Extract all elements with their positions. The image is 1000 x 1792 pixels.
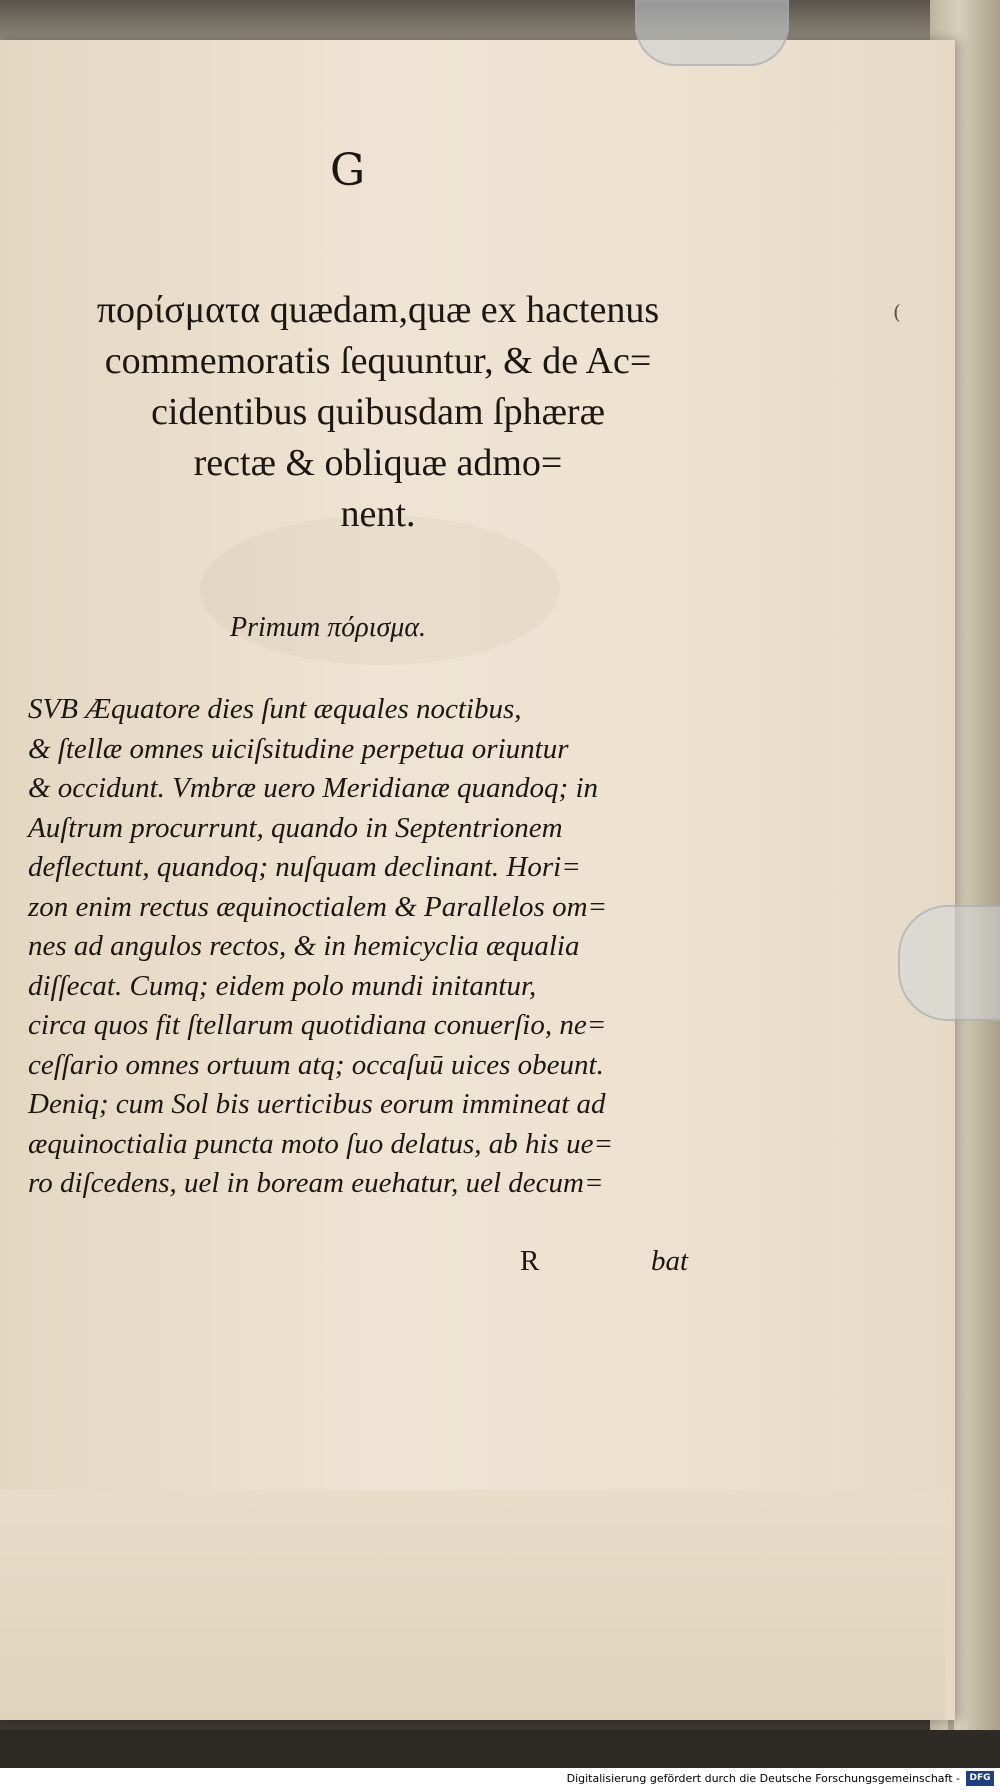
digitization-credit: Digitalisierung gefördert durch die Deutsche Forschungsgemeinschaft -: [566, 1772, 960, 1785]
page-clip-top: [635, 0, 789, 66]
heading-line: commemoratis ſequuntur, & de Ac=: [104, 340, 652, 382]
signature-mark: R: [520, 1245, 540, 1277]
heading-line: rectæ & obliquæ admo=: [193, 442, 563, 484]
scan-top-band: [0, 0, 1000, 40]
subheading: Primum πόρισμα.: [230, 612, 427, 643]
body-line: Deniq; cum Sol bis uerticibus eorum immineat ad: [28, 1088, 606, 1120]
gathering-signature: G: [330, 145, 366, 196]
catchword: bat: [650, 1245, 688, 1277]
heading-line: nent.: [340, 493, 416, 535]
body-line: zon enim rectus æquinoctialem & Parallelos om=: [28, 890, 608, 923]
page-clip-right: [898, 905, 1000, 1021]
body-line: circa quos fit ſtellarum quotidiana conuerſio, ne=: [28, 1009, 607, 1041]
dfg-logo: DFG: [966, 1771, 994, 1786]
body-line: SVB Æquatore dies ſunt æquales noctibus,: [28, 693, 522, 725]
body-line: & ſtellæ omnes uiciſsitudine perpetua oriuntur: [28, 732, 569, 765]
body-line: Auſtrum procurrunt, quando in Septentrionem: [28, 811, 563, 844]
body-line: ro diſcedens, uel in boream euehatur, uel decum=: [28, 1167, 604, 1199]
page-lower-area: [0, 1490, 945, 1720]
body-line: diſſecat. Cumq; eidem polo mundi initantur,: [28, 969, 537, 1002]
body-line: & occidunt. Vmbræ uero Meridianæ quandoq; in: [28, 772, 599, 804]
heading-line: cidentibus quibusdam ſphæræ: [151, 391, 605, 433]
heading-line: πορίσματα quædam,quæ ex hactenus: [96, 289, 660, 331]
body-line: ceſſario omnes ortuum atq; occaſuū uices obeunt.: [28, 1048, 604, 1081]
body-line: nes ad angulos rectos, & in hemicyclia æqualia: [28, 930, 580, 962]
margin-mark: (: [893, 300, 901, 324]
section-heading: [38, 285, 718, 540]
body-line: æquinoctialia puncta moto ſuo delatus, ab his ue=: [28, 1127, 614, 1160]
body-line: deflectunt, quandoq; nuſquam declinant. Hori=: [28, 851, 581, 883]
body-paragraph: [28, 690, 698, 1204]
page-footer-line: [28, 1245, 698, 1285]
